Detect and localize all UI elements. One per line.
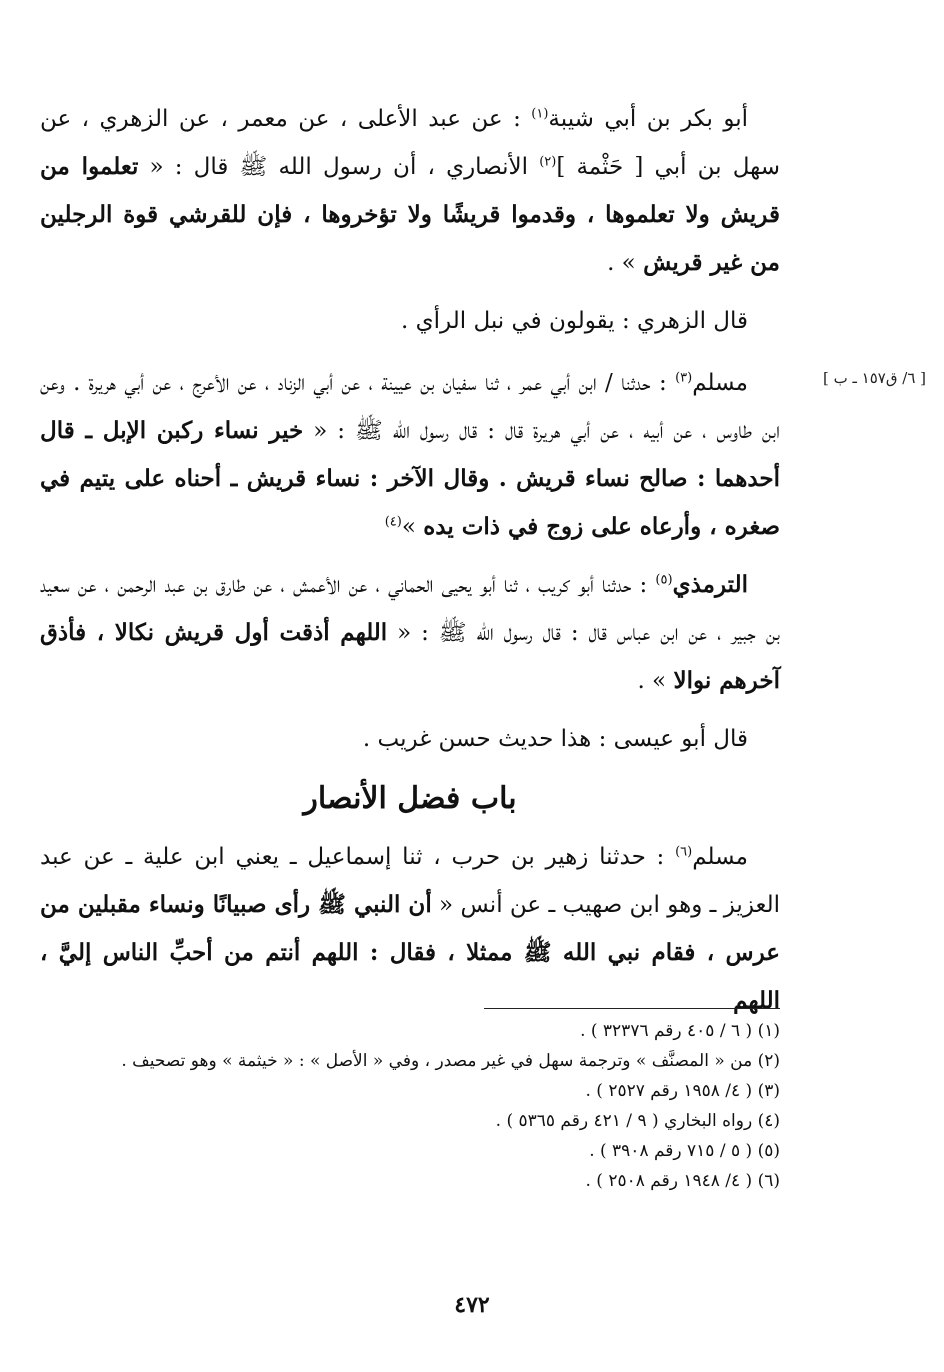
main-text bbox=[40, 95, 780, 1035]
paragraph-6 bbox=[40, 833, 780, 1025]
footnotes bbox=[40, 1016, 780, 1196]
footnote-ref: (٥) bbox=[655, 572, 673, 588]
source-name: الترمذي bbox=[672, 571, 748, 598]
closing-quote: » . bbox=[637, 668, 674, 694]
footnote-2: (٢) من « المصنَّف » وترجمة سهل في غير مصدر ، وفي « الأصل » : « خيثمة » وهو تصحيف . bbox=[121, 1051, 780, 1071]
closing-quote: » bbox=[401, 514, 424, 540]
paragraph-4 bbox=[40, 561, 780, 705]
footnote-ref: (٤) bbox=[384, 514, 402, 530]
manuscript-marginal-note: [ ٦/ ق١٥٧ ـ ب ] bbox=[823, 369, 926, 387]
footnote-ref: (٣) bbox=[675, 370, 693, 386]
chain-text: : حدثنا / ابن أبي عمر ، ثنا سفيان بن عيينة ، عن أبي الزناد ، عن الأعرج ، عن أبي هريرة . وعن ابن طاوس ، عن أبيه ، عن أبي هريرة قال : قال رسول الله ﷺ : « bbox=[40, 370, 780, 444]
hadith-text: أن النبي ﷺ رأى صبيانًا ونساء مقبلين من عرس ، فقام نبي الله ﷺ ممثلا ، فقال : اللهم أنتم من أحبِّ الناس إليَّ ، اللهم bbox=[40, 891, 780, 1014]
source-name: مسلم bbox=[692, 844, 748, 870]
source-name: مسلم bbox=[692, 370, 748, 396]
footnote-ref: (٢) bbox=[539, 154, 557, 170]
footnote-6: (٦) ( ٤/ ١٩٤٨ رقم ٢٥٠٨ ) . bbox=[585, 1171, 780, 1191]
section-heading: باب فضل الأنصار bbox=[303, 781, 517, 816]
chain-text: : عن عبد الأعلى ، عن معمر ، عن الزهري ، عن سهل بن أبي [ حَثْمة ] bbox=[40, 106, 781, 180]
source-name: أبو بكر بن أبي شيبة bbox=[548, 106, 748, 132]
footnote-separator bbox=[484, 1008, 780, 1009]
footnote-4: (٤) رواه البخاري ( ٩ / ٤٢١ رقم ٥٣٦٥ ) . bbox=[495, 1111, 780, 1131]
closing-quote: » . bbox=[607, 250, 644, 276]
paragraph-2: قال الزهري : يقولون في نبل الرأي . bbox=[401, 308, 748, 334]
hadith-text: تعلموا من قريش ولا تعلموها ، وقدموا قريشًا ولا تؤخروها ، فإن للقرشي قوة الرجلين من غير قريش bbox=[40, 153, 780, 276]
footnote-5: (٥) ( ٥ / ٧١٥ رقم ٣٩٠٨ ) . bbox=[589, 1141, 780, 1161]
paragraph-3 bbox=[40, 359, 780, 551]
page-number: ٤٧٢ bbox=[454, 1292, 490, 1318]
paragraph-5: قال أبو عيسى : هذا حديث حسن غريب . bbox=[362, 726, 748, 752]
footnote-ref: (١) bbox=[531, 106, 549, 122]
paragraph-1 bbox=[40, 95, 780, 287]
footnote-3: (٣) ( ٤/ ١٩٥٨ رقم ٢٥٢٧ ) . bbox=[585, 1081, 780, 1101]
hadith-text: خير نساء ركبن الإبل ـ قال أحدهما : صالح نساء قريش . وقال الآخر : نساء قريش ـ أحناه على يتيم في صغره ، وأرعاه على زوج في ذات يده bbox=[40, 417, 780, 540]
footnote-1: (١) ( ٦ / ٤٠٥ رقم ٣٢٣٧٦ ) . bbox=[580, 1021, 780, 1041]
chain-text: : حدثنا زهير بن حرب ، ثنا إسماعيل ـ يعني ابن علية ـ عن عبد العزيز ـ وهو ابن صهيب ـ عن أنس « bbox=[40, 844, 780, 918]
hadith-text: اللهم أذقت أول قريش نكالا ، فأذق آخرهم نوالا bbox=[40, 619, 780, 694]
chain-text: الأنصاري ، أن رسول الله ﷺ قال : « bbox=[138, 154, 540, 180]
footnote-ref: (٦) bbox=[675, 844, 693, 860]
chain-text: : حدثنا أبو كريب ، ثنا أبو يحيى الحماني ، عن الأعمش ، عن طارق بن عبد الرحمن ، عن سعيد بن جبير ، عن ابن عباس قال : قال رسول الله ﷺ : « bbox=[40, 572, 780, 646]
